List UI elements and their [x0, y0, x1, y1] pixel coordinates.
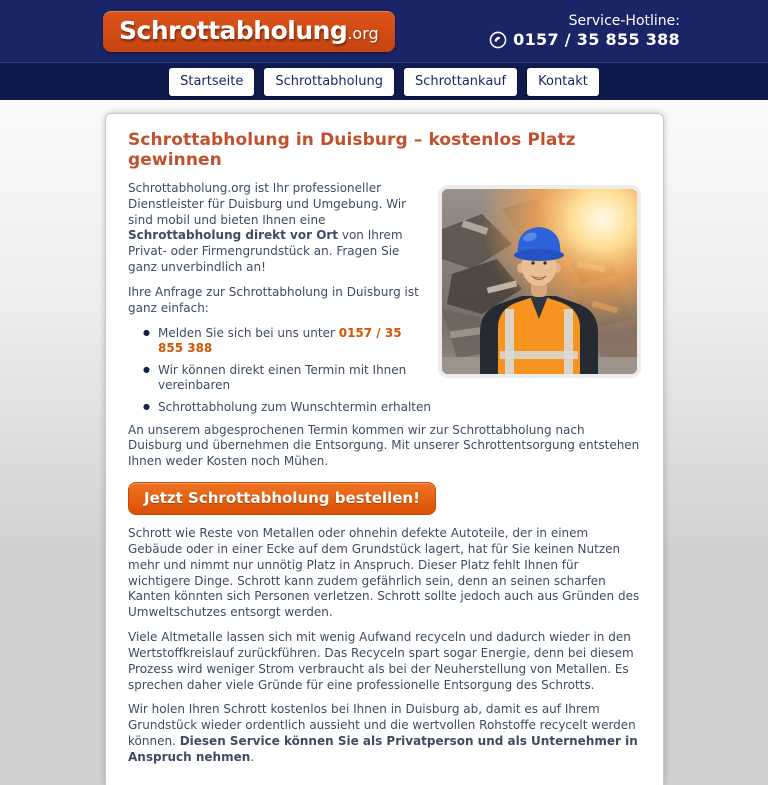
service-paragraph: Wir holen Ihren Schrott kostenlos bei Ihnen in Duisburg ab, damit es auf Ihrem Grundstück wieder ordentlich aussieht und die wertvollen Rohstoffe recycelt werden können. Diesen Service können Sie als Privatperson und als Unternehmer in Anspruch nehmen. [128, 702, 638, 764]
intro-paragraph: Schrottabholung.org ist Ihr professioneller Dienstleister für Duisburg und Umgebung. Wir sind mobil und bieten Ihnen eine Schrottabholung direkt vor Ort von Ihrem Privat- oder Firmengrundstück an. Fragen Sie ganz unverbindlich an! [128, 181, 407, 275]
logo-text: Schrottabholung [119, 15, 348, 45]
logo-tld: .org [347, 23, 379, 43]
list-item: ● Wir können direkt einen Termin mit Ihnen vereinbaren [158, 363, 641, 394]
main-nav [0, 62, 768, 100]
hotline-number: 0157 / 35 855 388 [513, 30, 680, 50]
scrap-info-paragraph: Schrott wie Reste von Metallen oder ohnehin defekte Autoteile, der in einem Gebäude oder in einer Ecke auf dem Grundstück lagert, hat für Sie keinen Nutzen mehr und nimmt nur unnötig Platz in Anspruch. Dieser Platz fehlt Ihnen für wichtigere Dinge. Schrott kann zudem gefährlich sein, denn an seinen scharfen Kanten könnten sich Personen verletzen. Schrott sollte jedoch auch aus Gründen des Umweltschutzes entsorgt werden. [128, 526, 640, 620]
site-logo[interactable] [103, 11, 395, 52]
recycling-paragraph: Viele Altmetalle lassen sich mit wenig Aufwand recyceln und dadurch wieder in den Wertstoffkreislauf zurückführen. Das Recyceln spart sogar Energie, denn bei diesem Prozess wird weniger Strom verbraucht als bei der Neuherstellung von Metallen. Es sprechen daher viele Gründe für eine professionelle Entsorgung des Schrotts. [128, 630, 634, 692]
site-header [0, 0, 768, 62]
list-item: ● Melden Sie sich bei uns unter 0157 / 35 855 388 [158, 326, 641, 357]
content-card [105, 113, 664, 785]
page-title: Schrottabholung in Duisburg – kostenlos Platz gewinnen [128, 130, 576, 170]
nav-item-schrottabholung[interactable]: Schrottabholung [264, 68, 394, 96]
phone-icon [489, 31, 507, 49]
steps-list [128, 326, 641, 416]
nav-item-schrottankauf[interactable]: Schrottankauf [404, 68, 517, 96]
page-background [0, 100, 768, 764]
request-line: Ihre Anfrage zur Schrottabholung in Duisburg ist ganz einfach: [128, 284, 419, 315]
nav-item-kontakt[interactable]: Kontakt [527, 68, 599, 96]
order-pickup-button[interactable]: Jetzt Schrottabholung bestellen! [128, 482, 436, 515]
list-item: ● Schrottabholung zum Wunschtermin erhalten [158, 400, 641, 416]
nav-item-startseite[interactable]: Startseite [169, 68, 254, 96]
appointment-paragraph: An unserem abgesprochenen Termin kommen wir zur Schrottabholung nach Duisburg und übernehmen die Entsorgung. Mit unserer Schrottentsorgung entstehen Ihnen weder Kosten noch Mühen. [128, 422, 640, 469]
hotline-label: Service-Hotline: [568, 12, 680, 29]
hotline-phone-link[interactable] [489, 30, 680, 49]
service-hotline [489, 13, 680, 50]
